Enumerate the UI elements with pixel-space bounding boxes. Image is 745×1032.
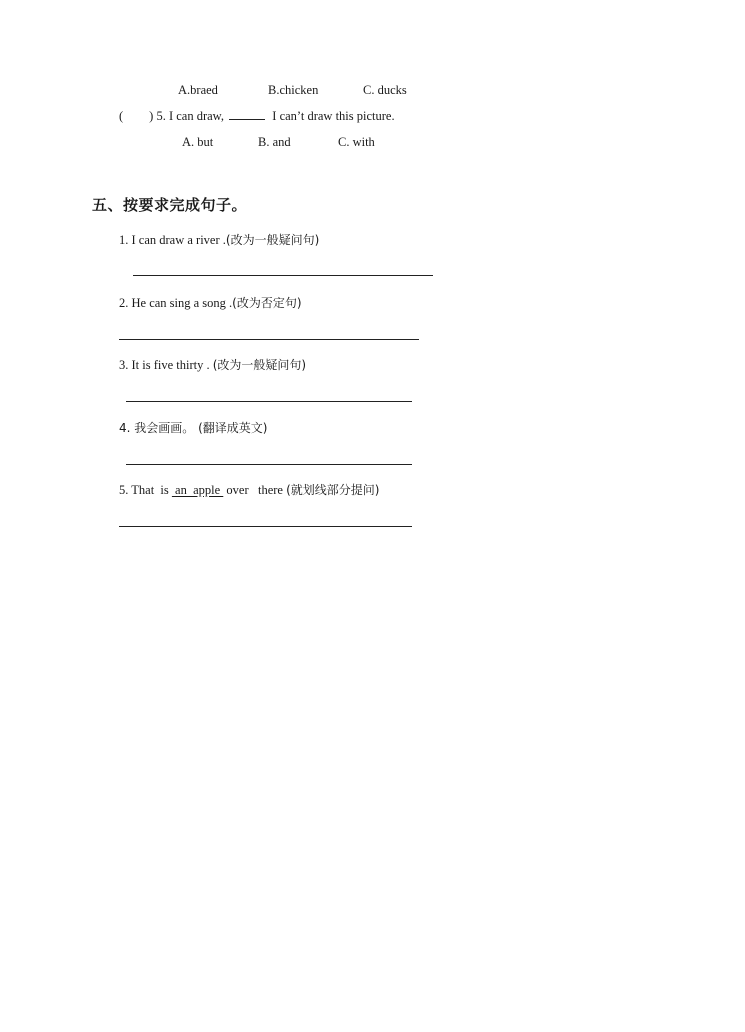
item-3-note: (改为一般疑问句) [212,358,307,372]
item-5 [119,481,379,498]
q5-option-b: B. and [258,135,291,149]
item-4 [119,419,267,436]
item-4-note: (翻译成英文) [198,421,268,435]
q5-option-a: A. but [182,135,214,149]
q5-stem [119,108,395,124]
item-1-answer-line[interactable] [133,275,433,276]
q5-paren-open: ( [119,109,124,123]
item-2-answer-line[interactable] [119,339,419,340]
q4-option-c: C. ducks [363,83,407,97]
item-1-text: 1. I can draw a river . [119,233,226,247]
item-3-text: 3. It is five thirty . [119,358,213,372]
item-5-text-post: over there [223,483,287,497]
q5-prefix: ) 5. I can draw, [149,109,225,123]
item-2 [119,294,302,311]
item-2-note: (改为否定句) [232,296,302,310]
q5-inline-blank[interactable] [229,108,265,120]
item-1 [119,231,319,248]
q4-option-b: B.chicken [268,83,319,97]
item-1-note: (改为一般疑问句) [225,233,320,247]
item-2-text: 2. He can sing a song . [119,296,233,310]
q5-tail: I can’t draw this picture. [272,109,395,123]
item-3 [119,356,306,373]
item-4-answer-line[interactable] [126,464,412,465]
item-5-note: (就划线部分提问) [286,483,380,497]
item-5-text-pre: 5. That is [119,483,172,497]
section-title: 五、按要求完成句子。 [92,196,248,214]
q4-option-a: A.braed [178,83,218,97]
q5-option-c: C. with [338,135,375,149]
item-3-answer-line[interactable] [126,401,412,402]
item-5-answer-line[interactable] [119,526,412,527]
item-5-underlined: an apple [171,483,224,497]
item-4-text: 4. 我会画画。 [119,421,199,435]
